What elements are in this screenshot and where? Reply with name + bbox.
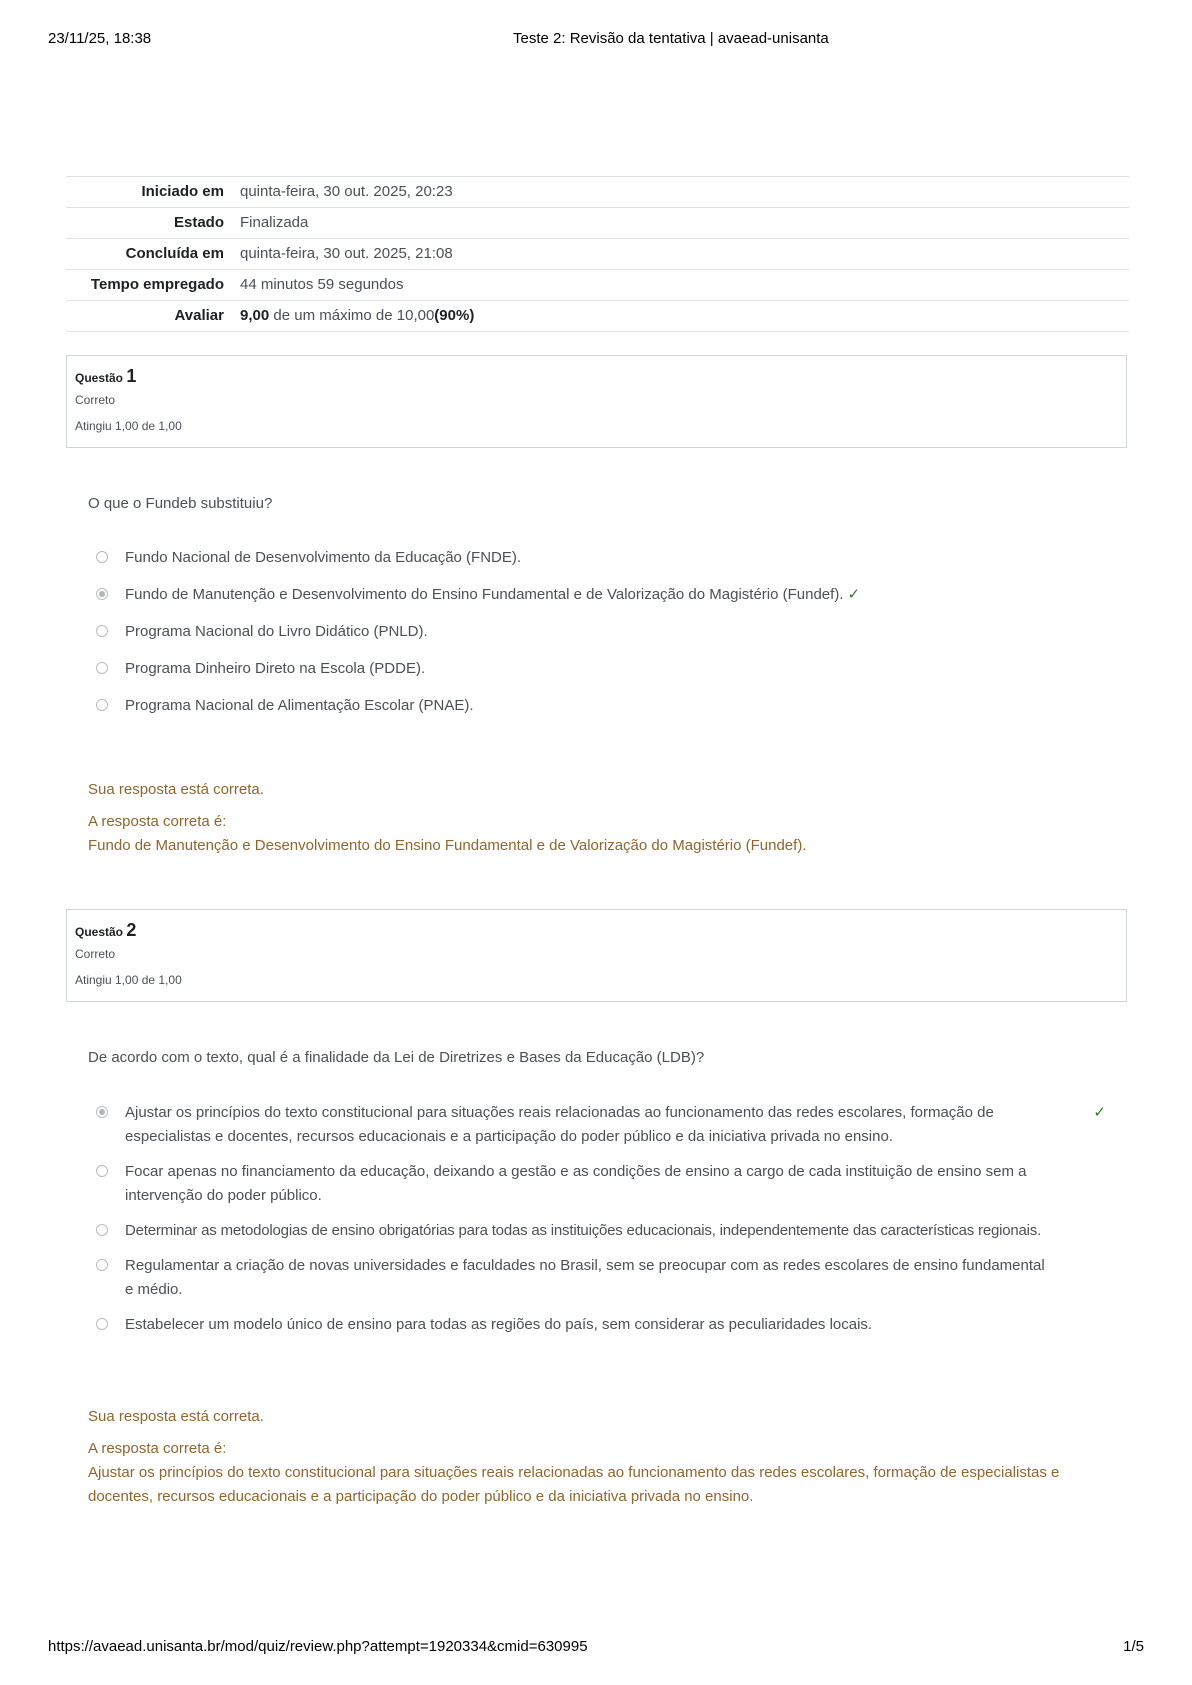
answer-option[interactable] (96, 1101, 1106, 1149)
correct-answer-label: A resposta correta é: (88, 813, 227, 830)
answer-option[interactable] (96, 1160, 1106, 1208)
answer-option[interactable] (96, 1219, 1106, 1243)
summary-value: Finalizada (240, 214, 309, 231)
question-text: O que o Fundeb substituiu? (88, 495, 273, 512)
radio-button[interactable] (96, 662, 108, 674)
answer-label: Estabelecer um modelo único de ensino para todas as regiões do país, sem considerar as peculiaridades locais. (125, 1316, 873, 1333)
summary-row-time-taken (66, 270, 1129, 301)
question-state: Correto (75, 947, 116, 961)
question-info-box (66, 355, 1127, 448)
question-state: Correto (75, 393, 116, 407)
radio-button[interactable] (96, 1165, 108, 1177)
feedback-text: Sua resposta está correta. (88, 1408, 264, 1425)
radio-button[interactable] (96, 551, 108, 563)
answer-label: Programa Dinheiro Direto na Escola (PDDE). (125, 660, 426, 677)
summary-row-completed (66, 239, 1129, 270)
answer-label: Regulamentar a criação de novas universidades e faculdades no Brasil, sem se preocupar com as redes escolares de ensino fundamental e médio. (125, 1257, 1045, 1298)
radio-button[interactable] (96, 625, 108, 637)
feedback-box (88, 778, 1088, 858)
radio-button[interactable] (96, 1224, 108, 1236)
summary-row-grade (66, 301, 1129, 332)
answer-option[interactable] (96, 546, 1106, 570)
answer-label: Programa Nacional do Livro Didático (PNLD). (125, 623, 428, 640)
answer-label: Fundo Nacional de Desenvolvimento da Educação (FNDE). (125, 549, 522, 566)
answer-option[interactable] (96, 1254, 1106, 1302)
summary-label: Estado (173, 214, 224, 231)
grade-percent: (90%) (434, 307, 475, 324)
correct-answer-text: Fundo de Manutenção e Desenvolvimento do Ensino Fundamental e de Valorização do Magistério (Fundef). (88, 837, 807, 854)
radio-button[interactable] (96, 1318, 108, 1330)
grade-max: de um máximo de 10,00 (269, 307, 435, 324)
answer-label: Ajustar os princípios do texto constitucional para situações reais relacionadas ao funcionamento das redes escolares, formação de especialistas e docentes, recursos educacionais e a participação do poder público e da iniciativa privada no ensino. (125, 1104, 994, 1145)
answer-option[interactable] (96, 657, 1106, 681)
page-number: 1/5 (1123, 1638, 1144, 1655)
summary-label: Iniciado em (141, 183, 224, 200)
question-grade: Atingiu 1,00 de 1,00 (75, 973, 182, 987)
radio-button-selected[interactable] (96, 1106, 108, 1118)
summary-label: Avaliar (174, 307, 224, 324)
answer-label: Focar apenas no financiamento da educação, deixando a gestão e as condições de ensino a cargo de cada instituição de ensino sem a intervenção do poder público. (125, 1163, 1027, 1204)
check-icon: ✓ (847, 586, 861, 603)
answer-list (96, 546, 1106, 718)
summary-value: quinta-feira, 30 out. 2025, 20:23 (240, 183, 453, 200)
grade-score: 9,00 (240, 307, 270, 324)
answer-option[interactable] (96, 1313, 1106, 1337)
answer-option[interactable] (96, 620, 1106, 644)
print-datetime: 23/11/25, 18:38 (48, 30, 152, 47)
radio-button[interactable] (96, 1259, 108, 1271)
answer-list (96, 1101, 1106, 1337)
summary-label: Concluída em (125, 245, 224, 262)
page-url: https://avaead.unisanta.br/mod/quiz/review.php?attempt=1920334&cmid=630995 (48, 1638, 588, 1655)
feedback-box (88, 1405, 1088, 1509)
feedback-text: Sua resposta está correta. (88, 781, 264, 798)
correct-answer-label: A resposta correta é: (88, 1440, 227, 1457)
summary-value (236, 301, 1129, 332)
answer-label: Programa Nacional de Alimentação Escolar (PNAE). (125, 697, 474, 714)
question-number: Questão 2 (75, 920, 137, 940)
question-info-box (66, 909, 1127, 1002)
summary-value: quinta-feira, 30 out. 2025, 21:08 (240, 245, 453, 262)
answer-option[interactable] (96, 583, 1106, 607)
page-title: Teste 2: Revisão da tentativa | avaead-unisanta (513, 30, 829, 47)
correct-answer-text: Ajustar os princípios do texto constitucional para situações reais relacionadas ao funcionamento das redes escolares, formação de especialistas e docentes, recursos educacionais e a participação do poder público e da iniciativa privada no ensino. (88, 1464, 1060, 1505)
radio-button[interactable] (96, 699, 108, 711)
summary-value: 44 minutos 59 segundos (240, 276, 404, 293)
question-grade: Atingiu 1,00 de 1,00 (75, 419, 182, 433)
attempt-summary-table (66, 176, 1129, 332)
summary-label: Tempo empregado (90, 276, 224, 293)
answer-label: Determinar as metodologias de ensino obrigatórias para todas as instituições educacionais, independentemente das características regionais. (125, 1222, 1042, 1239)
answer-option[interactable] (96, 694, 1106, 718)
question-text: De acordo com o texto, qual é a finalidade da Lei de Diretrizes e Bases da Educação (LDB)? (88, 1049, 705, 1066)
question-number: Questão 1 (75, 366, 137, 386)
summary-row-state (66, 208, 1129, 239)
summary-row-started (66, 177, 1129, 208)
answer-label: Fundo de Manutenção e Desenvolvimento do Ensino Fundamental e de Valorização do Magistério (Fundef). (125, 586, 844, 603)
check-icon: ✓ (1093, 1104, 1106, 1121)
radio-button-selected[interactable] (96, 588, 108, 600)
